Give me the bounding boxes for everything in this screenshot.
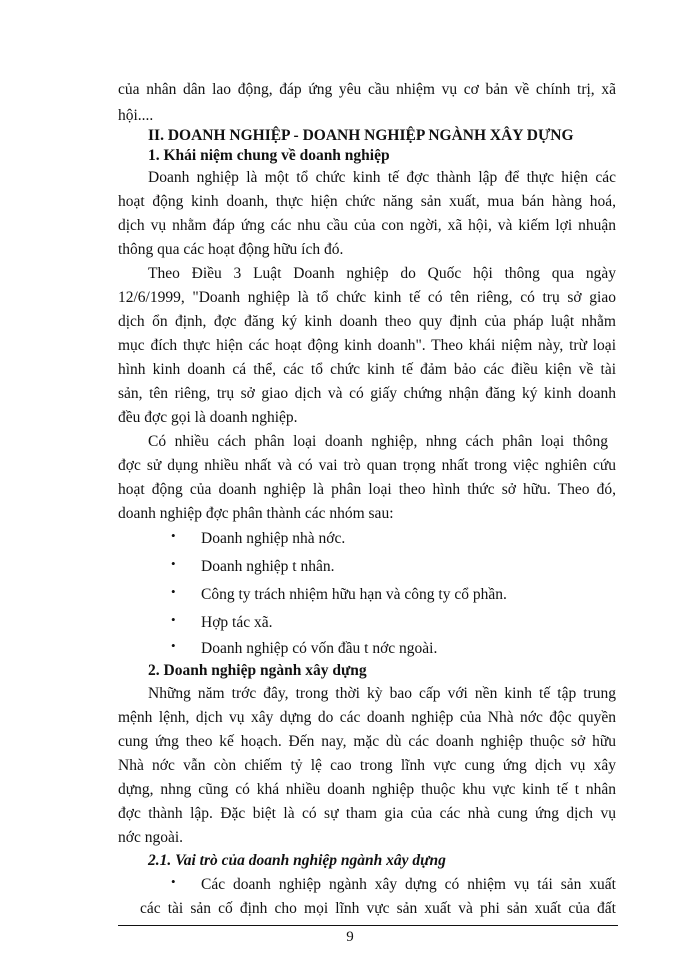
paragraph-line: doanh nghiệp đợc phân thành các nhóm sau:: [118, 505, 394, 522]
paragraph-line: Có nhiều cách phân loại doanh nghiệp, nhng cách phân loại thông: [148, 433, 608, 450]
paragraph-line: hình kinh doanh cá thể, các tổ chức kinh tế đảm bảo các điều kiện về tài: [118, 361, 616, 378]
paragraph-line: Những năm trớc đây, trong thời kỳ bao cấp với nền kinh tế tập trung: [148, 685, 616, 702]
paragraph-line: của nhân dân lao động, đáp ứng yêu cầu nhiệm vụ cơ bản về chính trị, xã: [118, 81, 616, 98]
paragraph-line: mục đích thực hiện các hoạt động kinh doanh". Theo khái niệm này, trừ loại: [118, 337, 616, 354]
paragraph-line: Theo Điều 3 Luật Doanh nghiệp do Quốc hội thông qua ngày: [148, 265, 616, 282]
paragraph-line: dịch ổn định, đợc đăng ký kinh doanh theo quy định của pháp luật nhằm: [118, 313, 616, 330]
paragraph-line: mệnh lệnh, dịch vụ xây dựng do các doanh nghiệp của Nhà nớc độc quyền: [118, 709, 616, 726]
bullet-icon: •: [171, 612, 176, 627]
paragraph-line: Các doanh nghiệp ngành xây dựng có nhiệm vụ tái sản xuất: [201, 876, 616, 893]
paragraph-line: hoạt động kinh doanh, thực hiện chức năng sản xuất, mua bán hàng hoá,: [118, 193, 616, 210]
paragraph-line: Doanh nghiệp là một tổ chức kinh tế đợc thành lập để thực hiện các: [148, 169, 616, 186]
paragraph-line: đều đợc gọi là doanh nghiệp.: [118, 409, 298, 426]
bullet-icon: •: [171, 584, 176, 599]
subsection-heading: 2.1. Vai trò của doanh nghiệp ngành xây dựng: [148, 852, 446, 869]
paragraph-line: thông qua các hoạt động hữu ích đó.: [118, 241, 344, 258]
paragraph-line: cung ứng theo kế hoạch. Đến nay, mặc dù các doanh nghiệp thuộc sở hữu: [118, 733, 616, 750]
paragraph-line: dựng, nhng cũng có khá nhiều doanh nghiệp thuộc khu vực kinh tế t nhân: [118, 781, 616, 798]
paragraph-line: đợc thành lập. Đặc biệt là có sự tham gia của các nhà cung ứng dịch vụ: [118, 805, 616, 822]
section-heading: II. DOANH NGHIỆP - DOANH NGHIỆP NGÀNH XÂY DỰNG: [148, 127, 574, 144]
paragraph-line: đợc sử dụng nhiều nhất và có vai trò quan trọng nhất trong việc nghiên cứu: [118, 457, 616, 474]
bullet-icon: •: [171, 874, 176, 889]
page-number: 9: [346, 929, 354, 945]
subsection-heading: 1. Khái niệm chung về doanh nghiệp: [148, 147, 390, 164]
list-item: Doanh nghiệp nhà nớc.: [201, 530, 346, 547]
paragraph-line: nớc ngoài.: [118, 829, 184, 846]
bullet-icon: •: [171, 556, 176, 571]
list-item: Doanh nghiệp t nhân.: [201, 558, 335, 575]
subsection-heading: 2. Doanh nghiệp ngành xây dựng: [148, 662, 367, 679]
footer-rule: [118, 925, 618, 926]
paragraph-line: hoạt động của doanh nghiệp là phân loại theo hình thức sở hữu. Theo đó,: [118, 481, 616, 498]
list-item: Công ty trách nhiệm hữu hạn và công ty cổ phần.: [201, 586, 507, 603]
paragraph-line: sản, tên riêng, trụ sở giao dịch và có giấy chứng nhận đăng ký kinh doanh: [118, 385, 616, 402]
bullet-icon: •: [171, 638, 176, 653]
list-item: Doanh nghiệp có vốn đầu t nớc ngoài.: [201, 640, 438, 657]
list-item: Hợp tác xã.: [201, 614, 273, 631]
bullet-icon: •: [171, 528, 176, 543]
paragraph-line: dịch vụ nhằm đáp ứng các nhu cầu của con ngời, xã hội, và kiếm lợi nhuận: [118, 217, 616, 234]
paragraph-line: Nhà nớc vẫn còn chiếm tỷ lệ cao trong lĩnh vực cung ứng dịch vụ xây: [118, 757, 616, 774]
paragraph-line: 12/6/1999, "Doanh nghiệp là tổ chức kinh tế có tên riêng, có trụ sở giao: [118, 289, 616, 306]
paragraph-line: các tài sản cố định cho mọi lĩnh vực sản xuất và phi sản xuất của đất: [140, 900, 616, 917]
paragraph-line: hội....: [118, 107, 154, 124]
